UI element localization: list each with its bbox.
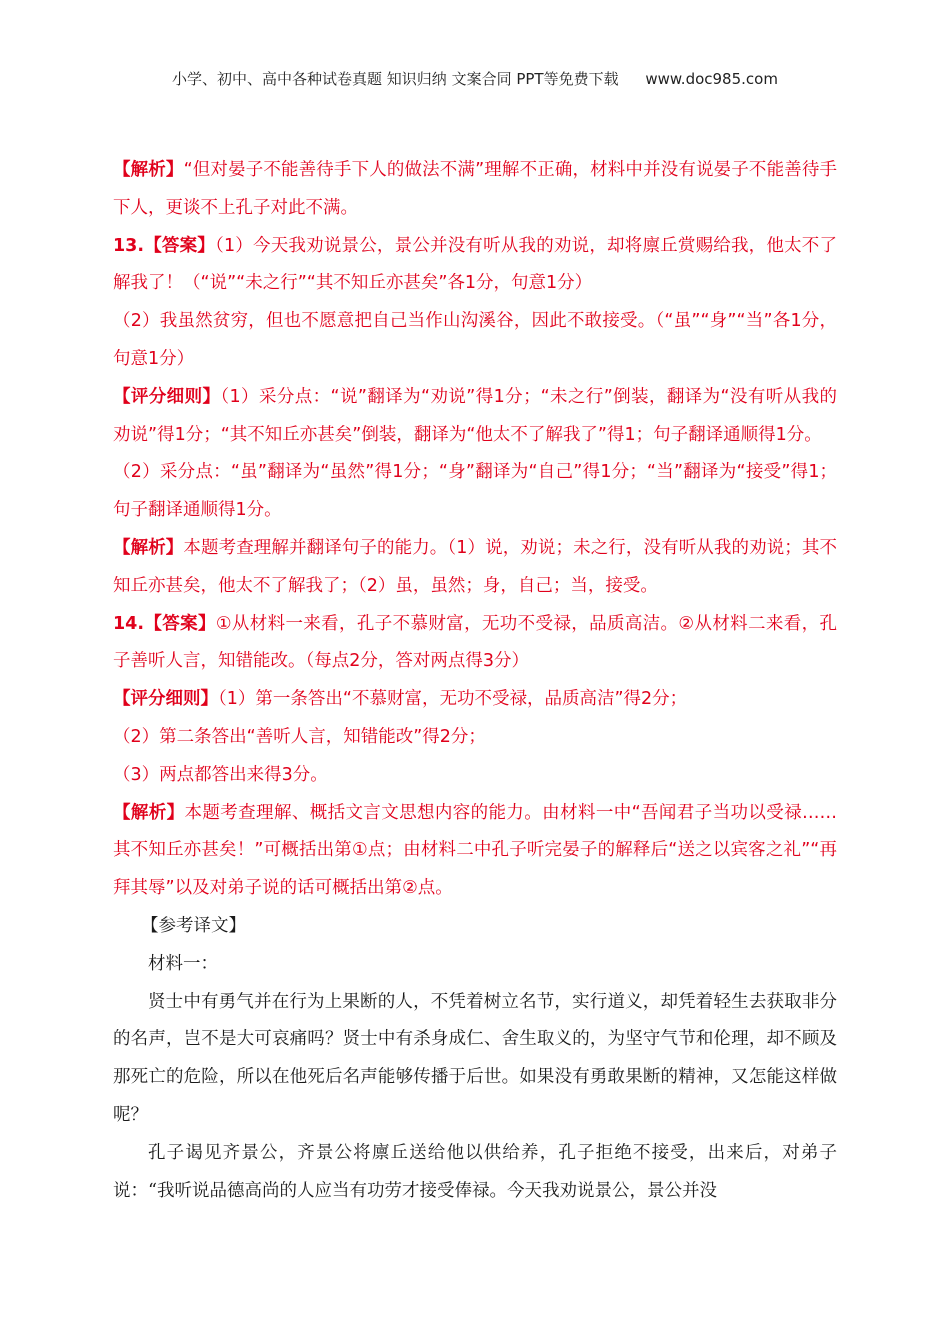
- paragraph: [113, 719, 837, 757]
- paragraph: [113, 454, 837, 530]
- page-header: [0, 68, 950, 89]
- header-text: 小学、初中、高中各种试卷真题 知识归纳 文案合同 PPT等免费下载: [172, 70, 619, 88]
- section-tag: 13.【答案】: [113, 235, 216, 256]
- paragraph: [113, 946, 837, 984]
- paragraph: [113, 606, 837, 682]
- header-site-link[interactable]: www.doc985.com: [645, 70, 778, 88]
- paragraph: [113, 303, 837, 379]
- paragraph-text: （3）两点都答出来得3分。: [113, 764, 328, 785]
- paragraph-text: 孔子谒见齐景公，齐景公将廪丘送给他以供给养，孔子拒绝不接受，出来后，对弟子说：“我听说品德高尚的人应当有功劳才接受俸禄。今天我劝说景公，景公并没: [113, 1142, 837, 1201]
- paragraph: [113, 379, 837, 455]
- paragraph-text: （1）采分点：“说”翻译为“劝说”得1分；“未之行”倒装，翻译为“没有听从我的劝说”得1分；“其不知丘亦甚矣”倒装，翻译为“他太不了解我了”得1；句子翻译通顺得1分。: [113, 386, 837, 445]
- paragraph: [113, 908, 837, 946]
- section-tag: 【解析】: [113, 802, 185, 823]
- paragraph-text: （2）第二条答出“善听人言，知错能改”得2分；: [113, 726, 486, 747]
- section-tag: 【解析】: [113, 537, 184, 558]
- paragraph-text: 材料一：: [148, 953, 218, 974]
- paragraph: [113, 530, 837, 606]
- paragraph-text: ①从材料一来看，孔子不慕财富，无功不受禄，品质高洁。②从材料二来看，孔子善听人言，知错能改。（每点2分，答对两点得3分）: [113, 613, 837, 672]
- paragraph: [113, 681, 837, 719]
- paragraph-text: 本题考查理解并翻译句子的能力。（1）说，劝说；未之行，没有听从我的劝说；其不知丘亦甚矣，他太不了解我了；（2）虽，虽然；身，自己；当，接受。: [113, 537, 837, 596]
- paragraph: [113, 152, 837, 228]
- section-tag: 【评分细则】: [113, 689, 218, 710]
- paragraph-text: 【参考译文】: [141, 915, 246, 936]
- paragraph: [113, 795, 837, 908]
- paragraph-text: 贤士中有勇气并在行为上果断的人，不凭着树立名节，实行道义，却凭着轻生去获取非分的名声，岂不是大可哀痛吗？贤士中有杀身成仁、舍生取义的，为坚守气节和伦理，却不顾及那死亡的危险，所以在他死后名声能够传播于后世。如果没有勇敢果断的精神，又怎能这样做呢？: [113, 991, 837, 1125]
- document-body: [113, 152, 837, 1210]
- paragraph-text: （1）今天我劝说景公，景公并没有听从我的劝说，却将廪丘赏赐给我，他太不了解我了！（“说”“未之行”“其不知丘亦甚矣”各1分，句意1分）: [113, 235, 837, 294]
- paragraph-text: “但对晏子不能善待手下人的做法不满”理解不正确，材料中并没有说晏子不能善待手下人，更谈不上孔子对此不满。: [113, 160, 837, 218]
- paragraph: [113, 984, 837, 1135]
- paragraph: [113, 757, 837, 795]
- paragraph-text: （2）采分点：“虽”翻译为“虽然”得1分；“身”翻译为“自己”得1分；“当”翻译为“接受”得1；句子翻译通顺得1分。: [113, 462, 837, 521]
- section-tag: 14.【答案】: [113, 613, 216, 634]
- paragraph-text: 本题考查理解、概括文言文思想内容的能力。由材料一中“吾闻君子当功以受禄……其不知丘亦甚矣！”可概括出第①点；由材料二中孔子听完晏子的解释后“送之以宾客之礼”“再拜其辱”以及对弟子说的话可概括出第②点。: [113, 802, 837, 899]
- paragraph: [113, 228, 837, 304]
- paragraph: [113, 1135, 837, 1211]
- paragraph-text: （1）第一条答出“不慕财富，无功不受禄，品质高洁”得2分；: [218, 689, 688, 710]
- section-tag: 【解析】: [113, 160, 184, 180]
- paragraph-text: （2）我虽然贫穷，但也不愿意把自己当作山沟溪谷，因此不敢接受。（“虽”“身”“当”各1分，句意1分）: [113, 311, 837, 369]
- section-tag: 【评分细则】: [113, 386, 221, 407]
